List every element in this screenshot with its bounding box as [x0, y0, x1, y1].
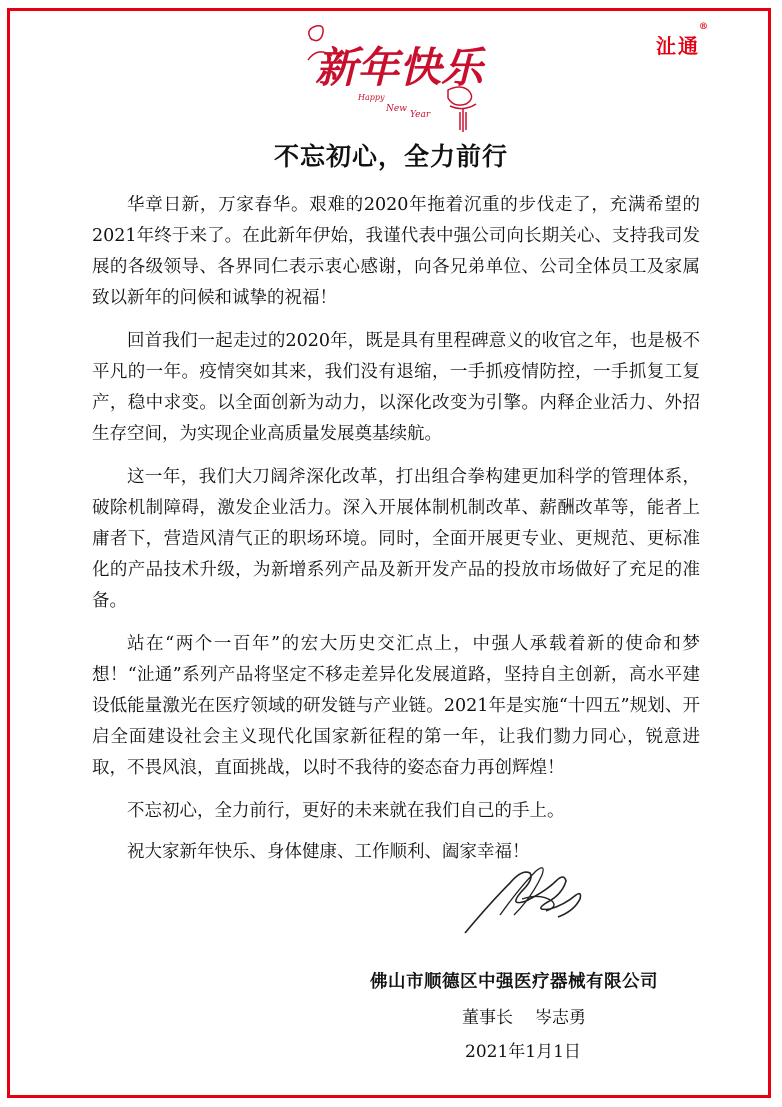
paragraph: 华章日新，万家春华。艰难的2020年拖着沉重的步伐走了，充满希望的2021年终于来了。在此新年伊始，我谨代表中强公司向长期关心、支持我司发展的各级领导、各界同仁表示衷心感谢，向各兄弟单位、公司全体员工及家属致以新年的问候和诚挚的祝福！ [92, 195, 700, 308]
greeting-en-new: New [386, 104, 407, 114]
chairman-name: 岑志勇 [535, 1008, 586, 1028]
handwritten-signature [460, 855, 600, 940]
registered-mark: ® [699, 22, 710, 32]
new-year-banner [300, 20, 500, 140]
greeting-en-year: Year [410, 110, 431, 120]
paragraph: 回首我们一起走过的2020年，既是具有里程碑意义的收官之年，也是极不平凡的一年。疫情突如其来，我们没有退缩，一手抓疫情防控，一手抓复工复产，稳中求变。以全面创新为动力，以深化改变为引擎。内释企业活力、外招生存空间，为实现企业高质量发展奠基续航。 [92, 331, 700, 444]
company-name: 佛山市顺德区中强医疗器械有限公司 [370, 972, 658, 992]
paragraph: 这一年，我们大刀阔斧深化改革，打出组合拳构建更加科学的管理体系，破除机制障碍，激发企业活力。深入开展体制机制改革、薪酬改革等，能者上庸者下，营造风清气正的职场环境。同时，全面开展更专业、更规范、更标准化的产品技术升级，为新增系列产品及新开发产品的投放市场做好了充足的准备。 [92, 467, 700, 611]
paragraph: 祝大家新年快乐、身体健康、工作顺利、阖家幸福！ [127, 842, 530, 862]
chairman-line [462, 1003, 586, 1028]
paragraph: 站在“两个一百年”的宏大历史交汇点上，中强人承载着新的使命和梦想！“沚通”系列产品将坚定不移走差异化发展道路，坚持自主创新，高水平建设低能量激光在医疗领域的研发链与产业链。2021年是实施“十四五”规划、开启全面建设社会主义现代化国家新征程的第一年，让我们勠力同心，锐意进取，不畏风浪，直面挑战，以时不我待的姿态奋力再创辉煌！ [92, 634, 700, 778]
greeting-cn: 新年快乐 [315, 43, 484, 92]
letter-date: 2021年1月1日 [465, 1042, 581, 1062]
greeting-en-happy: Happy [358, 93, 385, 102]
paragraph: 不忘初心，全力前行，更好的未来就在我们自己的手上。 [127, 801, 565, 821]
page-title: 不忘初心，全力前行 [273, 142, 508, 171]
brand-logo [656, 22, 710, 59]
chairman-title: 董事长 [462, 1008, 513, 1028]
letter-body [92, 190, 700, 878]
brand-name: 沚通 [656, 34, 700, 58]
